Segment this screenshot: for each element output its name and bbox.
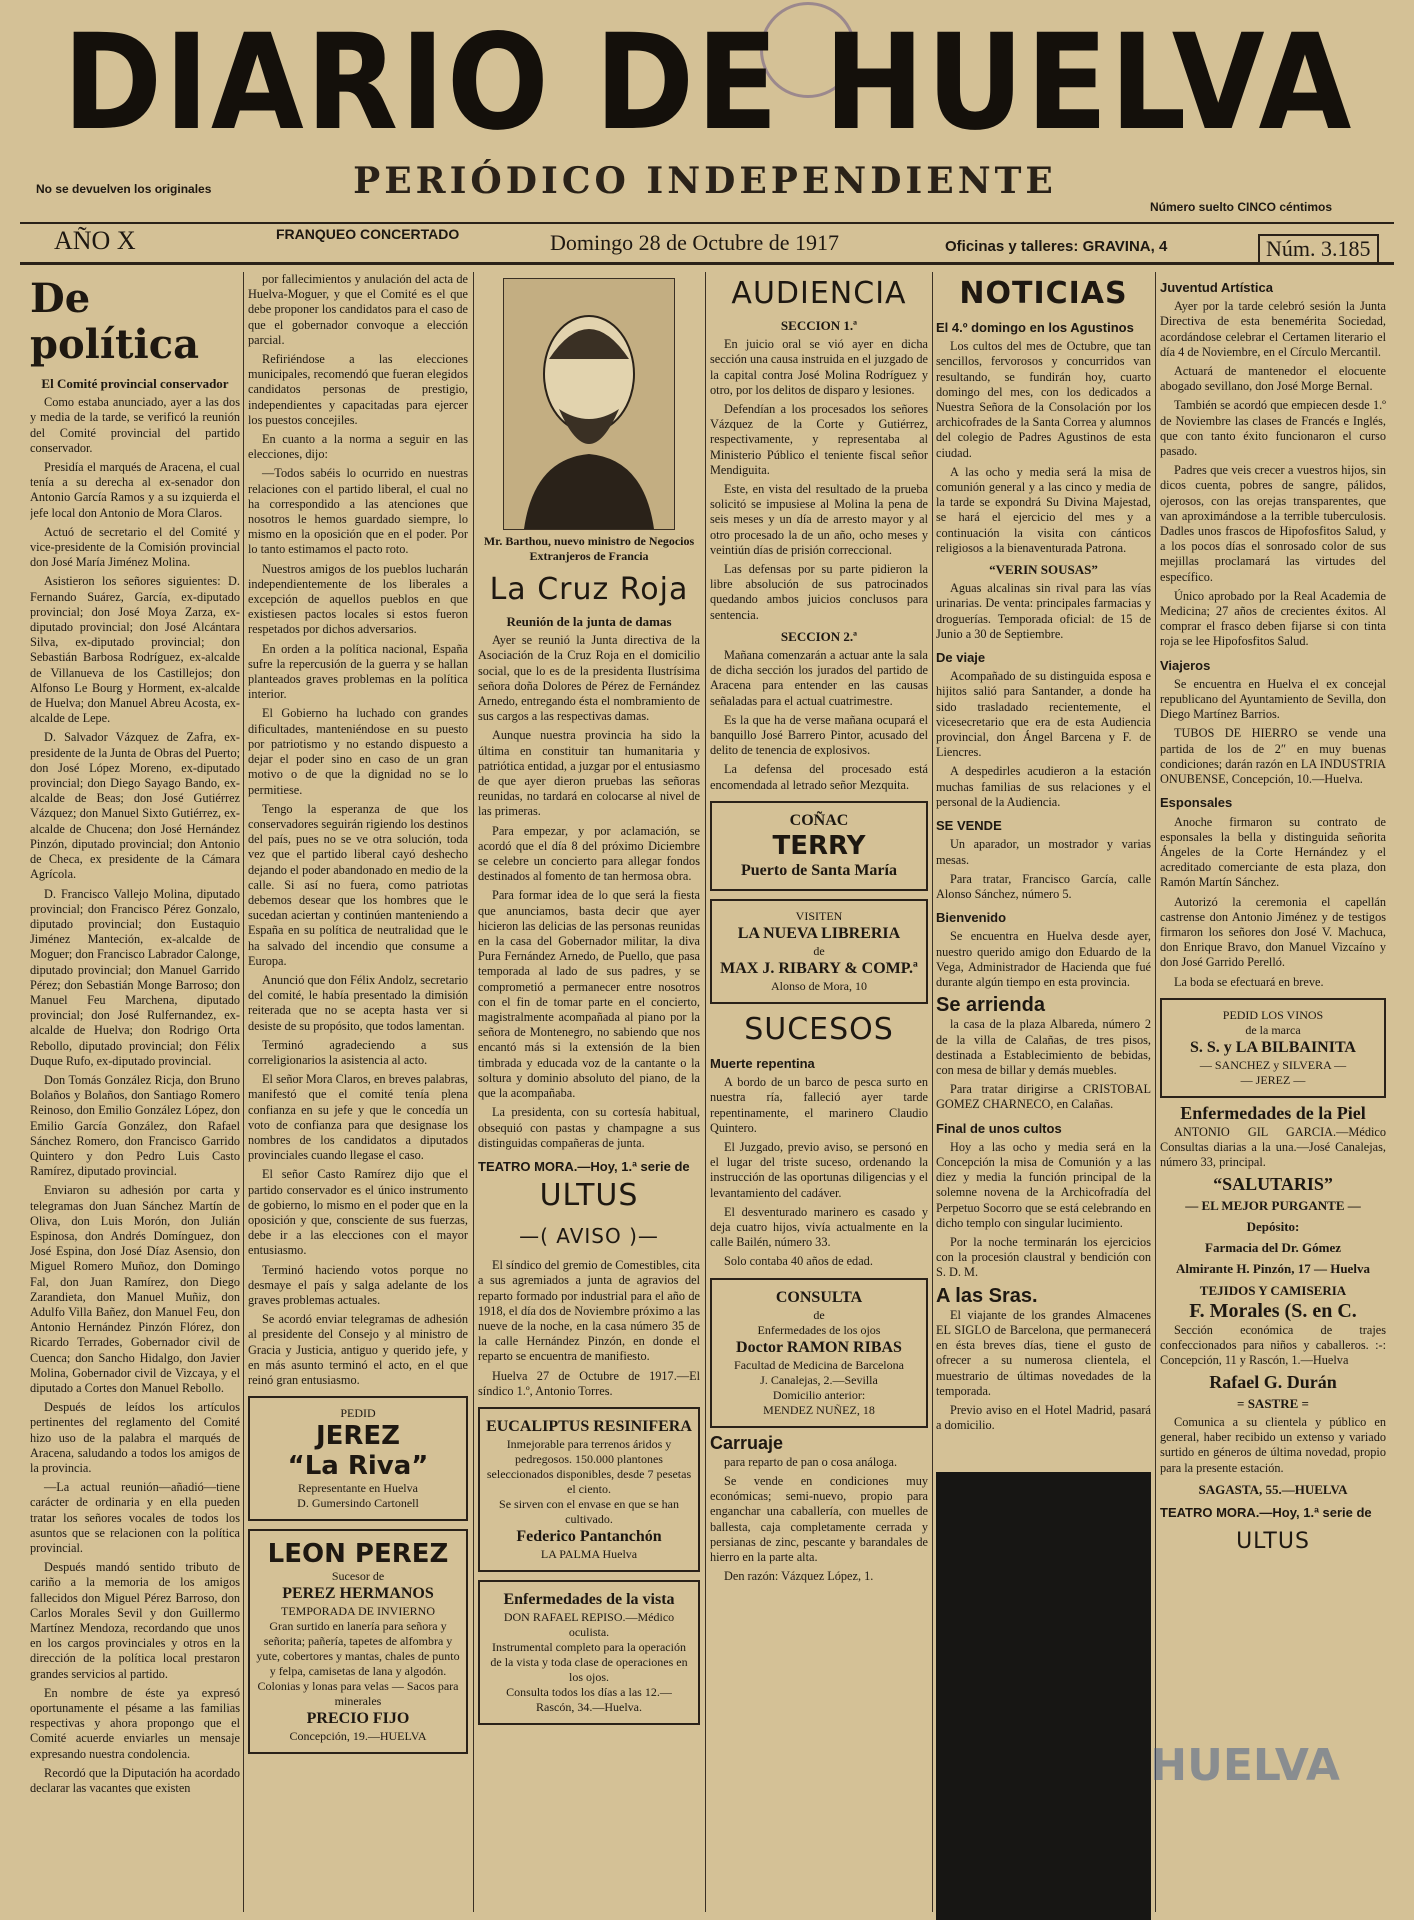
paragraph: Para formar idea de lo que será la fiesta que anunciamos, basta decir que ayer hicieron las delicias de las personas reunidas en la casa del Gobernador militar, la diva Pura Fernández Arnedo, de Puello, que pasa temporada al lado de sus padres, y se comprometió a permanecer entre nosotros con el fin de tomar parte en el concierto, magistralmente acompañada al piano por la señora de Montenegro, no sabiendo que nos encantó más si la extensión de la bien timbrada y educada voz de la cantante o la soltura y dominio absoluto del piano, de la que la acompañaba. <box>478 888 700 1101</box>
paragraph: Huelva 27 de Octubre de 1917.—El síndico 1.º, Antonio Torres. <box>478 1368 700 1398</box>
ad-text: Facultad de Medicina de Barcelona <box>734 1357 904 1372</box>
article-subheading: Esponsales <box>1160 795 1233 811</box>
ad-text: Farmacia del Dr. Gómez <box>1205 1240 1341 1256</box>
scan-shadow <box>936 1472 1151 1920</box>
ad-text: — EL MEJOR PURGANTE — <box>1185 1197 1361 1213</box>
ad-text: DON RAFAEL REPISO.—Médico oculista. <box>503 1609 675 1639</box>
ad-text: D. Gumersindo Cartonell <box>297 1496 419 1511</box>
column-audiencia <box>710 272 928 1912</box>
paragraph: —Todos sabéis lo ocurrido en nuestras relaciones con el partido liberal, el cual no ha correspondido a las atenciones que nosotros le hemos guardado siempre, lo mismo en la oposición que en el poder. Por lo tanto estimamos el pacto roto. <box>248 466 468 557</box>
ad-text: de la marca <box>1245 1022 1301 1037</box>
paragraph: Padres que veis crecer a vuestros hijos, sin dicos cuenta, pobres de sangre, pálidos, ojerosos, con las orejas transparentes, que van aproximándose a la terrible tuberculosis. Dadles unos frascos de Hipofosfitos Salud, y a los pocos días el sonrosado color de sus mejillas proclamará las virtudes del específico. <box>1160 463 1386 584</box>
portrait-illustration <box>503 278 675 530</box>
paragraph: La defensa del procesado está encomendada al letrado señor Mezquita. <box>710 762 928 792</box>
issue-number: Núm. 3.185 <box>1258 234 1379 264</box>
ad-libreria <box>710 899 928 1004</box>
ad-brand: TERRY <box>772 830 866 861</box>
ad-brand: Rafael G. Durán <box>1209 1371 1337 1392</box>
paragraph: Este, en vista del resultado de la prueba solicitó se impusiese al Molina la pena de seis meses y un día de arresto mayor y al otro procesado la de un año, ocho meses y veintiún días de prisión correccional. <box>710 482 928 557</box>
ad-text: — SANCHEZ y SILVERA — <box>1199 1057 1347 1072</box>
ad-title: LA NUEVA LIBRERIA <box>737 924 901 942</box>
paragraph: Las defensas por su parte pidieron la libre absolución de sus patrocinados quedando ambos juicios conclusos para sentencia. <box>710 562 928 622</box>
paragraph: para reparto de pan o cosa análoga. <box>724 1454 898 1469</box>
ad-text: Colonias y lonas para velas — Sacos para minerales <box>257 1679 459 1709</box>
column-varios <box>1160 272 1386 1912</box>
ad-text: Sucesor de <box>331 1569 385 1584</box>
ad-vinos <box>1160 998 1386 1098</box>
paragraph: Ayer por la tarde celebró sesión la Junta Directiva de esta benemérita Sociedad, acordándose celebrar el Certamen literario el día 4 de Noviembre, en el Círculo Mercantil. <box>1160 299 1386 359</box>
paragraph: Defendían a los procesados los señores Vázquez de la Corte y Gutiérrez, respectivamente, y representaba al Ministerio Público el teniente fiscal señor Mendiguita. <box>710 402 928 477</box>
ad-text: Representante en Huelva <box>298 1481 418 1496</box>
paragraph: Los cultos del mes de Octubre, que tan sencillos, fervorosos y concurridos van resultando, se fundirán hoy, cuarto domingo del mes, con los dedicados a Nuestra Señora de la Consolación por los archicofrades de la Santa Correa y alumnos del colegio de Padres Agustinos de esta ciudad. <box>936 339 1151 460</box>
paragraph: por fallecimientos y anulación del acta de Huelva-Moguer, y que el Comité es el que debe proponer los candidatos para el caso de que el gobernador convoque a elección parcial. <box>248 272 468 347</box>
article-heading: La Cruz Roja <box>489 572 689 607</box>
paragraph: Refiriéndose a las elecciones municipales, recomendó que fueran elegidos candidatos personas de prestigio, independientes y capacitadas para ejercer los puestos concejiles. <box>248 352 468 427</box>
paragraph: Anunció que don Félix Andolz, secretario del comité, le había presentado la dimisión reiterada que no se acepta hasta ver si desiste de su propósito, que todos lamentan. <box>248 972 468 1033</box>
year-label: AÑO X <box>54 226 136 255</box>
ad-jerez-la-riva <box>248 1396 468 1521</box>
ad-eucaliptus <box>478 1407 700 1572</box>
theater-notice: TEATRO MORA.—Hoy, 1.ª serie de <box>1160 1505 1372 1520</box>
article-subheading: Final de unos cultos <box>936 1120 1062 1136</box>
section-subheading: SECCION 2.ª <box>780 628 858 644</box>
column-cruz-roja <box>478 272 700 1912</box>
paragraph: Se vende en condiciones muy económicas; semi-nuevo, propio para enganchar una caballería, con muelles de ballesta, caja completamente cerrada y persianas de zinc, pescante y barandales de hierro en la parte alta. <box>710 1473 928 1564</box>
ad-text: Federico Pantanchón <box>516 1527 662 1545</box>
theater-title: ULTUS <box>1236 1529 1310 1555</box>
paragraph: Único aprobado por la Real Academia de Medicina; 27 años de crecientes éxitos. Al comprar el frasco deben fijarse si con tinta roja se lee Hipofosfitos Salud. <box>1160 588 1386 649</box>
ad-text: Gran surtido en lanería para señora y señorita; pañería, tapetes de alfombra y yute, cobertores y mantas, chales de punto y felpa, camisetas de lana y algodón. <box>256 1619 460 1679</box>
masthead-title: DIARIO DE HUELVA <box>62 7 1354 160</box>
section-heading: NOTICIAS <box>959 276 1128 311</box>
article-subheading: De viaje <box>936 650 986 666</box>
postage-label: FRANQUEO CONCERTADO <box>276 226 460 242</box>
ad-text: de <box>813 1307 825 1322</box>
paragraph: Actuó de secretario el del Comité y vice-presidente de la Comisión provincial don José María Jiménez Molina. <box>30 524 240 570</box>
ad-text: = SASTRE = <box>1237 1395 1309 1411</box>
ad-text: Depósito: <box>1246 1218 1300 1234</box>
article-subheading: SE VENDE <box>936 818 1002 834</box>
paragraph: Para empezar, y por aclamación, se acordó que el día 8 del próximo Diciembre se celebre un concierto para allegar fondos destinados al fomento de tan hermosa obra. <box>478 823 700 884</box>
paragraph: Terminó agradeciendo a sus correligionarios la asistencia al acto. <box>248 1037 468 1067</box>
article-subheading: Reunión de la junta de damas <box>506 614 672 629</box>
theater-notice: TEATRO MORA.—Hoy, 1.ª serie de <box>478 1158 690 1174</box>
paragraph: El síndico del gremio de Comestibles, cita a sus agremiados a junta de agravios del reparto formado por industrial para el año de 1918, el día dos de Noviembre próximo a las nueve de la noche, en la casa número 35 de la calle Hernández Pinzón, en donde el reparto se encuentra de manifiesto. <box>478 1258 700 1364</box>
ad-text: TEJIDOS Y CAMISERIA <box>1199 1282 1347 1298</box>
paragraph: El señor Mora Claros, en breves palabras, manifestó que el comité tenía plena confianza en su jefe y que le concedía un voto de confianza para que designase los nombres de los candidatos a diputados provinciales cuando llegase el caso. <box>248 1072 468 1163</box>
ad-leon-perez <box>248 1529 468 1754</box>
paragraph: El desventurado marinero es casado y deja cuatro hijos, vivía actualmente en la calle Bailén, número 33. <box>710 1204 928 1250</box>
paragraph: Tengo la esperanza de que los conservadores seguirán rigiendo los destinos del país, pues no se ve otra solución, toda vez que el partido liberal cayó deshecho dejando el poder abandonado en medio de la calle. Si así no fuera, como patriotas debemos desear que los hombres que le sucedan aciertan y continúen manteniendo a España en su política de neutralidad que le ha salvado del incendio que consume a Europa. <box>248 801 468 968</box>
originals-note: No se devuelven los originales <box>36 182 212 196</box>
ad-title: A las Sras. <box>936 1284 1038 1307</box>
paragraph: Anoche firmaron su contrato de esponsales la bella y distinguida señorita Ángeles de la Corte Hernández y el acreditado comerciante de esta plaza, don Ramón Martín Sánchez. <box>1160 814 1386 890</box>
article-heading: De política <box>30 275 199 368</box>
ad-text: Domicilio anterior: <box>772 1387 866 1402</box>
paragraph: Recordó que la Diputación ha acordado declarar las vacantes que existen <box>30 1765 240 1796</box>
paragraph: En cuanto a la norma a seguir en las elecciones, dijo: <box>248 432 468 462</box>
ad-title: Se arrienda <box>936 994 1045 1017</box>
paragraph: Se acordó enviar telegramas de adhesión al presidente del Consejo y al ministro de Gracia y Justicia, antiguo y querido jefe, y en más asunto terminó el acto, en el que reinó gran entusiasmo. <box>248 1312 468 1388</box>
column-rule <box>1155 272 1156 1912</box>
article-subheading: Muerte repentina <box>710 1055 815 1071</box>
paragraph: En nombre de éste ya expresó oportunamente el pésame a las familias respectivas y ahora propongo que el Comité acuerde enviarles un mensaje expresando nuestra condolencia. <box>30 1685 240 1761</box>
paragraph: A despedirles acudieron a la estación muchas familias de sus relaciones y el personal de la Audiencia. <box>936 764 1151 809</box>
portrait-caption: Mr. Barthou, nuevo ministro de Negocios Extranjeros de Francia <box>483 534 695 563</box>
issue-date: Domingo 28 de Octubre de 1917 <box>550 230 839 255</box>
article-subheading: El 4.º domingo en los Agustinos <box>936 320 1134 335</box>
ad-title: Carruaje <box>710 1432 784 1453</box>
column-rule <box>473 272 474 1912</box>
paragraph: Enviaron su adhesión por carta y telegramas don Juan Sánchez Martín de Oliva, don Luis Morón, don Julián Espinosa, don Andrés Domínguez, don José Espina, don José Díaz Asensio, don Miguel Romero Muñoz, don Domingo Fal, don Juan Ramírez, don Diego Zarandieta, don Manuel Muñiz, don Adulfo Villa Bañez, don Manuel Feu, don Antonio Hernández Pinzón Flórez, don Ricardo Terrades, Gobernador civil de Cuenca; don Sancho Hidalgo, don Javier Molina, Gobernador civil de Vizcaya, y el diputado a Cortes don Manuel Rebollo. <box>30 1183 240 1395</box>
paragraph: A las ocho y media será la misa de comunión general y a las cinco y media de la tarde se expondrá Su Divina Majestad, se hará el ejercicio del mes y a continuación la visita con cánticos religiosos a la bienaventurada Patrona. <box>936 464 1151 555</box>
ad-brand: “La Riva” <box>287 1451 429 1482</box>
ad-text: PEDID <box>340 1406 376 1421</box>
paragraph: El Gobierno ha luchado con grandes dificultades, manteniéndose en su puesto por patriotismo y no estando dispuesto a dejar el poder sino en caso de un gran motivo o de que la dignidad no se lo permitiese. <box>248 706 468 797</box>
column-rule <box>932 272 933 1912</box>
ad-text: de <box>813 943 825 958</box>
paragraph: Nuestros amigos de los pueblos lucharán independientemente de los liberales a excepción de aquellos pueblos en que existiesen pactos locales si estos fueron respetados por dichos adversarios. <box>248 561 468 637</box>
paragraph: D. Salvador Vázquez de Zafra, ex-presidente de la Junta de Obras del Puerto; don José López Moreno, ex-diputado provincial; don Diego Sayago Bando, ex-alcalde de Beas; don José Gutiérrez Vázquez; don Manuel Sixto Gutiérrez, ex-alcalde de Chucena; don José Hernández Pinzón, diputado provincial; don Antonio de Checa, ex presidente de la Cámara Agrícola. <box>30 730 240 882</box>
paragraph: ANTONIO GIL GARCIA.—Médico Consultas diarias a la una.—José Canalejas, número 33, principal. <box>1160 1124 1386 1170</box>
paragraph: Después mandó sentido tributo de cariño a la memoria de los amigos fallecidos don Miguel Pérez Barroso, don Carlos Morales Sevil y don Guillermo Martínez Mendoza, recordando que unos en los cargos provinciales y otros en la dirección de la política local prestaron grandes servicios al partido. <box>30 1560 240 1681</box>
ad-title: COÑAC <box>789 811 849 829</box>
info-bar <box>20 222 1394 265</box>
ad-text: TEMPORADA DE INVIERNO <box>281 1604 435 1619</box>
price-note: Número suelto CINCO céntimos <box>1150 200 1333 214</box>
paragraph: Asistieron los señores siguientes: D. Fernando Suárez, García, ex-diputado provincial; don José Moya Zarza, ex-diputado provincial; don José Alcántara Silva, ex-diputado provincial; don Sebastián Barbosa Rodríguez, ex-alcalde de Villanueva de los Castillejos; don Alfonso Le Bourg y Horment, ex-alcalde de Huelva; don Manuel Abreu Acosta, ex-alcalde de Lepe. <box>30 574 240 726</box>
ad-brand: S. S. y LA BILBAINITA <box>1190 1038 1356 1056</box>
paragraph: Aguas alcalinas sin rival para las vías urinarias. De venta: principales farmacias y droguerías. Temporada oficial: de 15 de Junio a 30 de Septiembre. <box>936 581 1151 641</box>
paragraph: Actuará de mantenedor el elocuente abogado sevillano, don José Morge Bernal. <box>1160 364 1386 394</box>
ad-brand: Doctor RAMON RIBAS <box>736 1338 902 1356</box>
portrait-icon <box>504 279 674 529</box>
article-subheading: Bienvenido <box>936 910 1007 926</box>
section-heading: AUDIENCIA <box>731 276 907 311</box>
ad-text: Enfermedades de los ojos <box>757 1322 881 1337</box>
ad-text: Puerto de Santa María <box>741 861 897 879</box>
article-subheading: Viajeros <box>1160 657 1211 673</box>
paragraph: Terminó haciendo votos porque no desmaye el país y salga adelante de los graves problemas actuales. <box>248 1262 468 1307</box>
paragraph: la casa de la plaza Albareda, número 2 de la villa de Calañas, de tres pisos, destinada a Establecimiento de bebidas, con mesa de billar y demás muebles. <box>936 1017 1151 1077</box>
paragraph: Presidía el marqués de Aracena, el cual tenía a su derecha al ex-senador don Antonio García Ramos y a su izquierda el jefe local don Antonio de Mora Claros. <box>30 460 240 520</box>
offices-label: Oficinas y talleres: GRAVINA, 4 <box>945 238 1168 255</box>
paragraph: En juicio oral se vió ayer en dicha sección una causa instruida en el juzgado de la capital contra José Molina Rodríguez y otro, por los delitos de disparo y lesiones. <box>710 337 928 397</box>
paragraph: Mañana comenzarán a actuar ante la sala de dicha sección los jurados del partido de Aracena para entender en las causas señaladas para el actual cuatrimestre. <box>710 648 928 708</box>
paragraph: Sección económica de trajes confeccionados para niños y caballeros. :-: Concepción, 11 y Rascón, 1.—Huelva <box>1160 1322 1386 1368</box>
column-rule <box>705 272 706 1912</box>
paragraph: Para tratar, Francisco García, calle Alonso Sánchez, número 5. <box>936 871 1151 901</box>
paragraph: Acompañado de su distinguida esposa e hijitos salió para Santander, a donde ha sido trasladado recientemente, el vicesecretario que era de esta Audiencia provincial, don Ángel Barcena y F. de Liencres. <box>936 669 1151 760</box>
paragraph: Es la que ha de verse mañana ocupará el banquillo José Barrero Pintor, acusado del delito de tenencia de explosivos. <box>710 712 928 758</box>
paragraph: Ayer se reunió la Junta directiva de la Asociación de la Cruz Roja en el domicilio social, que lo es de la presidenta Ilustrísima señora doña Dolores de Pérez de Fernández Arnedo, entregando ésta el nombramiento de sus cargos a las respectivas damas. <box>478 633 700 724</box>
column-rule <box>243 272 244 1912</box>
paragraph: La boda se efectuará en breve. <box>1174 974 1324 989</box>
ad-consulta <box>710 1278 928 1428</box>
paragraph: El señor Casto Ramírez dijo que el partido conservador es el único instrumento de gobierno, lo mismo en el poder que en la oposición y que, consciente de sus fuerzas, debe ir a las elecciones con el mayor entusiasmo. <box>248 1167 468 1258</box>
paragraph: —La actual reunión—añadió—tiene carácter de ordinaria y en ella pueden tratar los señores vocales de todos los asuntos que se relacionen con la política provincial. <box>30 1480 240 1556</box>
paragraph: En orden a la política nacional, España sufre la repercusión de la guerra y se hallan planteados graves problemas en la política interior. <box>248 641 468 702</box>
paragraph: Por la noche terminarán los ejercicios con la procesión claustral y bendición con S. D. M. <box>936 1234 1151 1280</box>
paragraph: Para tratar dirigirse a CRISTOBAL GOMEZ CHARNECO, en Calañas. <box>936 1082 1151 1112</box>
ad-text: PRECIO FIJO <box>306 1710 410 1728</box>
paragraph: También se acordó que empiecen desde 1.º de Noviembre las clases de Francés e Inglés, que con tanto éxito funcionaron el curso pasado. <box>1160 398 1386 459</box>
ad-title: EUCALIPTUS RESINIFERA <box>486 1417 692 1435</box>
paragraph: Aunque nuestra provincia ha sido la última en constituir tan humanitaria y patriótica entidad, a juzgar por el entusiasmo de que ayer dieron pruebas las señoras reunidas, no tardará en colocarse al nivel de las primeras. <box>478 728 700 819</box>
ad-text: Instrumental completo para la operación de la vista y toda clase de operaciones en los ojos. <box>490 1639 688 1684</box>
ad-text: PEDID LOS VINOS <box>1222 1007 1324 1022</box>
ad-brand: F. Morales (S. en C. <box>1189 1299 1357 1322</box>
paragraph: Previo aviso en el Hotel Madrid, pasará a domicilio. <box>936 1403 1151 1433</box>
theater-title: ULTUS <box>539 1178 639 1214</box>
ad-title: CONSULTA <box>775 1288 863 1306</box>
ad-address: SAGASTA, 55.—HUELVA <box>1198 1481 1348 1497</box>
paragraph: Un aparador, un mostrador y varias mesas. <box>936 837 1151 867</box>
ad-brand: MAX J. RIBARY & COMP.ª <box>720 959 918 977</box>
masthead-subtitle: PERIÓDICO INDEPENDIENTE <box>353 160 1057 202</box>
ad-address: J. Canalejas, 2.—Sevilla <box>760 1372 878 1387</box>
paragraph: Den razón: Vázquez López, 1. <box>724 1569 874 1584</box>
ad-text: Inmejorable para terrenos áridos y pedregosos. 150.000 plantones seleccionados disponibles, desde 7 pesetas el ciento. <box>486 1436 692 1496</box>
ad-text: Consulta todos los días a las 12.— Rascón, 34.—Huelva. <box>506 1684 672 1714</box>
ad-title: JEREZ <box>315 1421 401 1452</box>
paragraph: A bordo de un barco de pesca surto en nuestra ría, falleció ayer tarde repentinamente, el marinero Claudio Quintero. <box>710 1075 928 1135</box>
paragraph: El Juzgado, previo aviso, se personó en el lugar del triste suceso, ordenando la instrucción de las oportunas diligencias y el levantamiento del cadáver. <box>710 1139 928 1200</box>
paragraph: Como estaba anunciado, ayer a las dos y media de la tarde, se verificó la reunión del Comité provincial del partido conservador. <box>30 395 240 455</box>
paragraph: Autorizó la ceremonia el capellán castrense don Antonio Jiménez y de testigos firmaron los señores don José V. Machuca, don Enrique Bravo, don Manuel Vizcaíno y don José Garrido Perelló. <box>1160 894 1386 970</box>
paragraph: Solo contaba 40 años de edad. <box>724 1254 873 1269</box>
paragraph: Después de leídos los artículos pertinentes del reglamento del Comité hizo uso de la palabra el marqués de Aracena, saludando a todos los amigos de la provincia. <box>30 1400 240 1476</box>
ad-text: LA PALMA Huelva <box>540 1546 638 1561</box>
ad-title: Enfermedades de la Piel <box>1180 1102 1366 1123</box>
ad-text: VISITEN <box>795 908 843 923</box>
column-politica-cont <box>248 272 468 1912</box>
ad-address: Almirante H. Pinzón, 17 — Huelva <box>1176 1261 1370 1277</box>
paragraph: D. Francisco Vallejo Molina, diputado provincial; don Francisco Pérez Gonzalo, diputado provincial; don Eustaquio Jiménez Manteción, ex-alcalde de Moguer; don Francisco Labrador Calonge, diputado provincial; don Manuel Garrido Pérez; don Sebastián Monge Barroso; don Manuel Feu Marchena, diputado provincial; don José Rulfernandez, ex-alcalde de Huelva; don Rodrigo Orta Rebollo, diputado provincial; don Félix Duque Rufo, ex-diputado provincial. <box>30 886 240 1068</box>
notice-heading: —( AVISO )— <box>519 1224 659 1249</box>
paragraph: Comunica a su clientela y público en general, haber recibido un extenso y variado surtido en géneros de última novedad, propio para la presente estación. <box>1160 1414 1386 1475</box>
section-subheading: SECCION 1.ª <box>780 318 858 333</box>
paragraph: Se encuentra en Huelva desde ayer, nuestro querido amigo don Eduardo de la Vega, Administrador de Hacienda que fué durante algún tiempo en esta provincia. <box>936 929 1151 989</box>
section-heading: SUCESOS <box>744 1011 894 1047</box>
ad-address: MENDEZ NUÑEZ, 18 <box>763 1402 875 1417</box>
ad-vista <box>478 1580 700 1725</box>
paragraph: El viajante de los grandes Almacenes EL SIGLO de Barcelona, que permanecerá en ésta breves días, tiene el gusto de ofrecer a su numerosa clientela, el muestrario de últimas novedades de la temporada. <box>936 1307 1151 1398</box>
column-politica <box>30 272 240 1912</box>
ad-address: Concepción, 19.—HUELVA <box>289 1729 427 1744</box>
ad-cognac-terry <box>710 801 928 891</box>
ad-text: — JEREZ — <box>1240 1072 1306 1087</box>
ad-address: Alonso de Mora, 10 <box>771 978 867 993</box>
ad-brand: PEREZ HERMANOS <box>282 1585 434 1603</box>
article-subheading: El Comité provincial conservador <box>41 376 229 391</box>
paragraph: Hoy a las ocho y media será en la Concepción la misa de Comunión y a las diez y media la función principal de la solemne novena de la Archicofradía del Perpetuo Socorro que se está celebrando en dicho templo con singular lucimiento. <box>936 1139 1151 1230</box>
ad-title: Enfermedades de la vista <box>503 1590 675 1608</box>
paragraph: TUBOS DE HIERRO se vende una partida de los de 2″ en muy buenas condiciones; darán razón en LA INDUSTRIA ONUBENSE, Concepción, 10.—Huelva. <box>1160 726 1386 787</box>
ad-title: LEON PEREZ <box>267 1539 449 1570</box>
paragraph: La presidenta, con su cortesía habitual, obsequió con pastas y champagne a sus distinguidas compañeras de junta. <box>478 1105 700 1150</box>
archive-watermark: HUELVA <box>1150 1740 1340 1791</box>
article-subheading: Juventud Artística <box>1160 280 1273 295</box>
header <box>0 0 1414 260</box>
article-subheading: “VERIN SOUSAS” <box>989 562 1098 578</box>
paragraph: Don Tomás González Ricja, don Bruno Bolaños y Bolaños, don Santiago Romero Reinoso, don Emilio González López, don Emilio García González, don Rafael Sánchez Romero, don Francisco Garrido Quintero y don Pedro Luis Casto Ramírez, diputado provincial. <box>30 1072 240 1179</box>
paragraph: Se encuentra en Huelva el ex concejal republicano del Ayuntamiento de Sevilla, don Diego Martínez Barrios. <box>1160 676 1386 722</box>
ad-text: Se sirven con el envase en que se han cultivado. <box>499 1496 679 1526</box>
ad-title: “SALUTARIS” <box>1213 1173 1333 1194</box>
